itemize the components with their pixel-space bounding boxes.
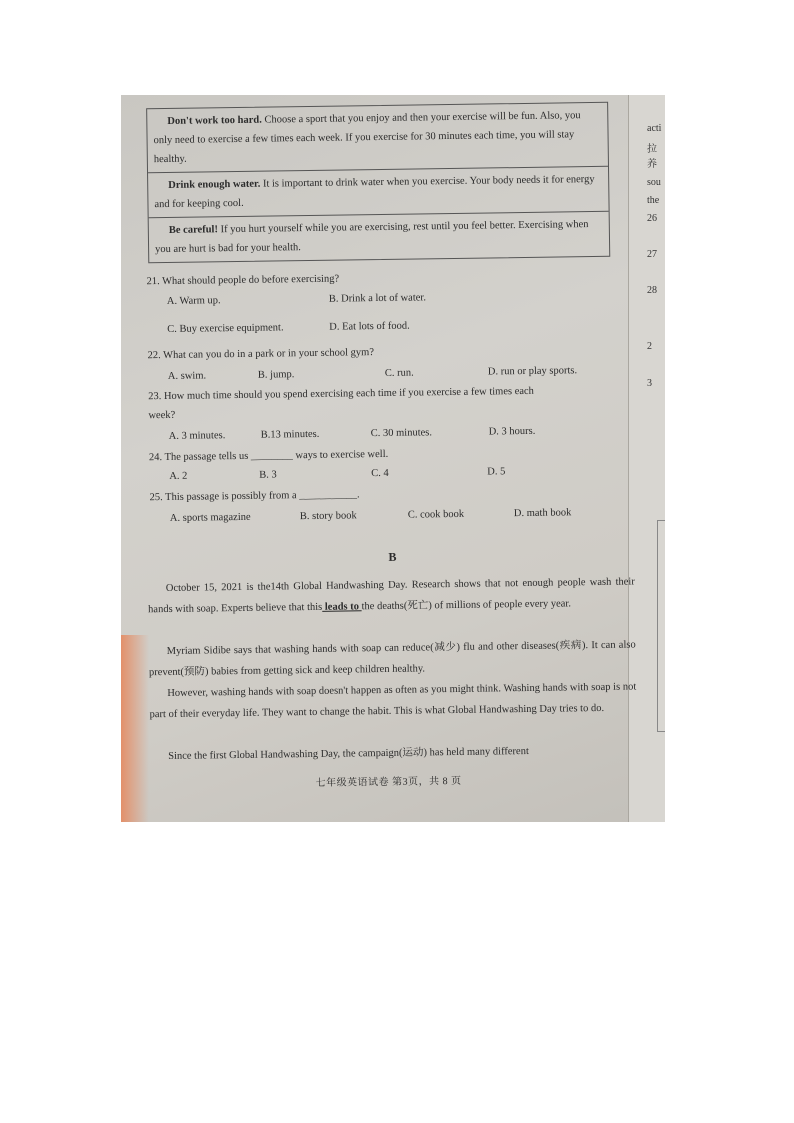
tip-row xyxy=(148,167,609,218)
worksheet-content xyxy=(121,95,637,822)
phrase-leads-to: leads to xyxy=(322,601,362,613)
tips-table xyxy=(146,102,610,263)
option-b: B.13 minutes. xyxy=(260,428,320,441)
option-d: D. 5 xyxy=(487,466,506,478)
option-a: A. 2 xyxy=(169,470,188,482)
question-25: 25. This passage is possibly from a ___________. xyxy=(149,489,360,504)
option-a: A. sports magazine xyxy=(169,511,251,524)
option-d: D. 3 hours. xyxy=(488,425,536,438)
edge-text: 26 xyxy=(647,213,657,224)
edge-text: the xyxy=(647,195,660,206)
option-a: A. Warm up. xyxy=(166,295,221,307)
paragraph-4: Since the first Global Handwashing Day, the campaign(运动) has held many different xyxy=(168,745,529,763)
edge-frame xyxy=(657,520,665,732)
option-b: B. 3 xyxy=(259,469,277,481)
tip-text: If you hurt yourself while you are exercising, rest until you feel better. Exercising when you are hurt is bad for your health. xyxy=(155,219,589,256)
option-c: C. cook book xyxy=(407,508,465,521)
tip-heading: Be careful! xyxy=(168,224,219,236)
option-b: B. story book xyxy=(299,510,357,523)
paragraph-1-text-end: the deaths(死亡) of millions of people every year. xyxy=(361,598,572,613)
question-22: 22. What can you do in a park or in your school gym? xyxy=(147,347,375,362)
page-footer: 七年级英语试卷 第3页，共 8 页 xyxy=(315,775,462,789)
option-d: D. Eat lots of food. xyxy=(329,320,410,333)
edge-text: 27 xyxy=(647,249,657,260)
option-c: C. Buy exercise equipment. xyxy=(167,322,284,335)
option-c: C. 4 xyxy=(371,467,389,480)
question-23: 23. How much time should you spend exercising each time if you exercise a few times each xyxy=(148,385,534,403)
question-24: 24. The passage tells us ________ ways to exercise well. xyxy=(148,448,389,464)
tip-heading: Don't work too hard. xyxy=(167,114,262,127)
paragraph-2: Myriam Sidibe says that washing hands with soap can reduce(减少) flu and other diseases(疾病). It can also prevent(预防) babies from getting sick and keep children healthy. xyxy=(148,639,636,679)
edge-text: 拉养 xyxy=(647,144,657,170)
paragraph-1-text: October 15, 2021 is the14th Global Handwashing Day. Research shows that not enough people wash their hands with soap. Experts believe that this xyxy=(148,576,635,616)
tip-row xyxy=(149,212,610,262)
option-c: C. 30 minutes. xyxy=(370,427,433,440)
tip-row xyxy=(147,103,608,173)
edge-text: 3 xyxy=(647,378,652,389)
option-d: D. math book xyxy=(513,507,572,520)
tip-text: Choose a sport that you enjoy and then your exercise will be fun. Also, you only need to exercise a few times each week. If you exercise for 30 minutes each time, you will stay healthy. xyxy=(153,110,581,166)
option-a: A. swim. xyxy=(167,370,207,382)
edge-text: 2 xyxy=(647,341,652,352)
document-photo xyxy=(121,95,665,822)
paragraph-1 xyxy=(148,571,636,620)
question-23-continued: week? xyxy=(148,409,176,422)
option-c: C. run. xyxy=(384,367,414,379)
option-b: B. Drink a lot of water. xyxy=(328,292,426,305)
question-21: 21. What should people do before exercising? xyxy=(146,273,340,288)
edge-text: 28 xyxy=(647,285,657,296)
tip-text: It is important to drink water when you exercise. Your body needs it for energy and for keeping cool. xyxy=(154,173,595,211)
option-b: B. jump. xyxy=(257,369,295,381)
option-d: D. run or play sports. xyxy=(487,365,578,378)
option-a: A. 3 minutes. xyxy=(168,430,226,442)
paragraph-3: However, washing hands with soap doesn't happen as often as you might think. Washing hands with soap is not part of their everyday life. They want to change the habit. This is what Global Handwashing Day tries to do. xyxy=(149,681,637,721)
section-b-title: B xyxy=(388,549,397,564)
edge-text: sou xyxy=(647,177,661,188)
edge-text: acti xyxy=(647,123,662,134)
tip-heading: Drink enough water. xyxy=(168,178,261,191)
